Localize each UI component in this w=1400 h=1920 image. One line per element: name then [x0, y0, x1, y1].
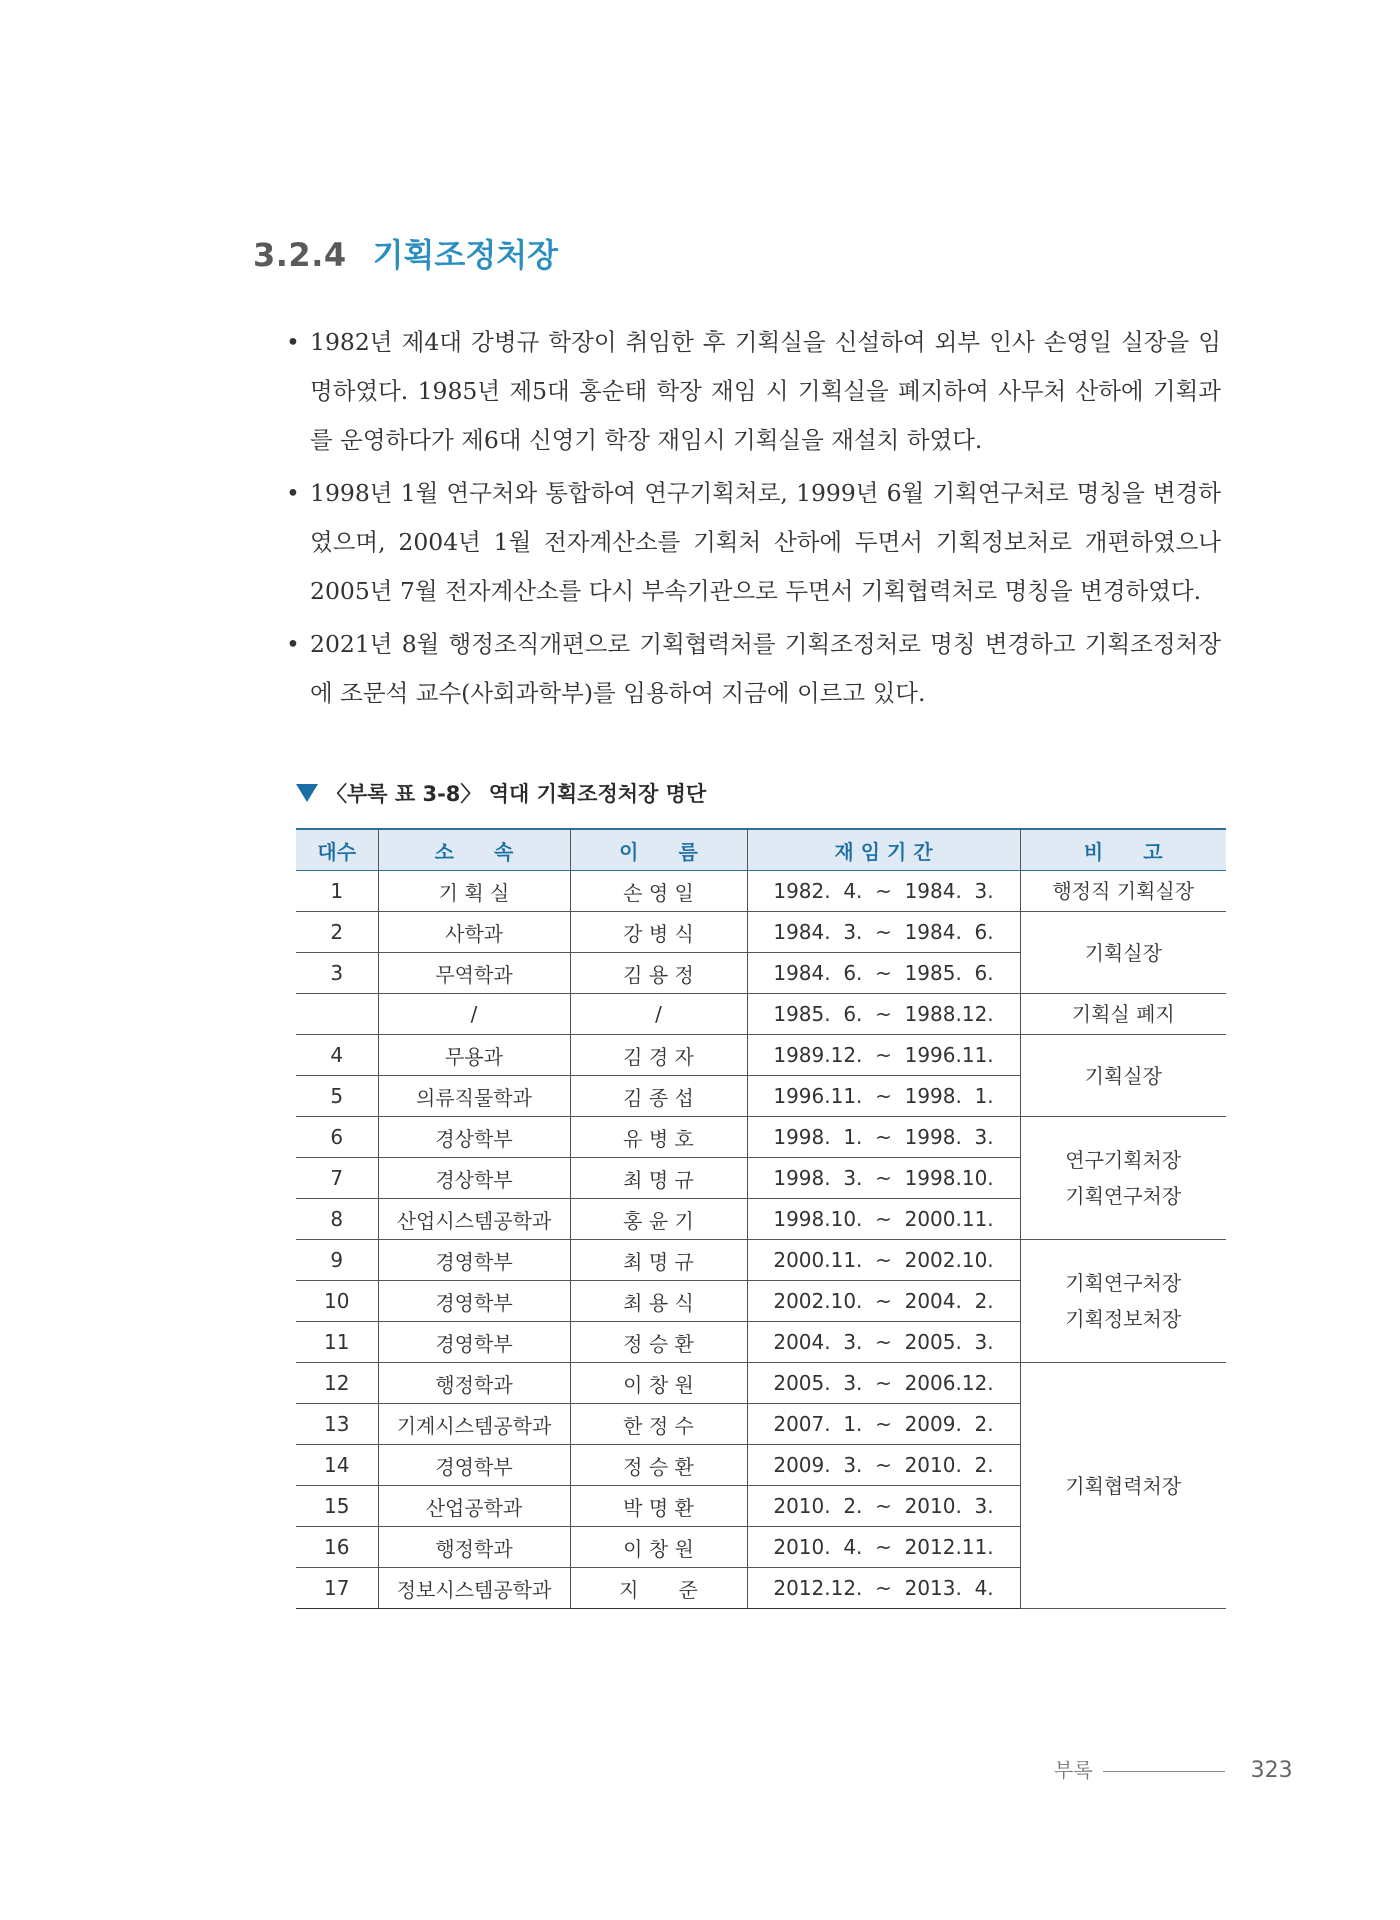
- term-cell: 1982. 4. ~ 1984. 3.: [747, 871, 1020, 912]
- remarks-line: 기획연구처장: [1065, 1184, 1182, 1208]
- table-row: [296, 994, 1226, 1035]
- directors-table: [296, 828, 1226, 1609]
- affiliation-cell: 기 획 실: [378, 871, 570, 912]
- name-cell: 김 용 정: [570, 953, 747, 994]
- term-cell: 1984. 6. ~ 1985. 6.: [747, 953, 1020, 994]
- generation-cell: 7: [296, 1158, 378, 1199]
- header-affiliation: 소 속: [378, 829, 570, 871]
- term-cell: 2010. 2. ~ 2010. 3.: [747, 1486, 1020, 1527]
- bullet-list: [286, 318, 1221, 722]
- affiliation-cell: 경상학부: [378, 1117, 570, 1158]
- affiliation-cell: 무역학과: [378, 953, 570, 994]
- name-cell: 손 영 일: [570, 871, 747, 912]
- affiliation-cell: 경영학부: [378, 1281, 570, 1322]
- remarks-cell: [1020, 912, 1226, 994]
- term-cell: 1998. 3. ~ 1998.10.: [747, 1158, 1020, 1199]
- remarks-cell: [1020, 871, 1226, 912]
- affiliation-cell: 산업시스템공학과: [378, 1199, 570, 1240]
- term-cell: 1989.12. ~ 1996.11.: [747, 1035, 1020, 1076]
- footer-rule: [1103, 1771, 1225, 1772]
- term-cell: 2000.11. ~ 2002.10.: [747, 1240, 1020, 1281]
- remarks-cell: [1020, 1240, 1226, 1363]
- term-cell: 2009. 3. ~ 2010. 2.: [747, 1445, 1020, 1486]
- name-cell: 정 승 환: [570, 1322, 747, 1363]
- affiliation-cell: 의류직물학과: [378, 1076, 570, 1117]
- section-number: 3.2.4: [253, 236, 347, 274]
- footer-label: 부록: [1054, 1758, 1093, 1782]
- remarks-cell: [1020, 1363, 1226, 1609]
- affiliation-cell: 행정학과: [378, 1363, 570, 1404]
- name-cell: 김 종 섭: [570, 1076, 747, 1117]
- name-cell: 박 명 환: [570, 1486, 747, 1527]
- remarks-line: 행정직 기획실장: [1052, 879, 1195, 903]
- affiliation-cell: 행정학과: [378, 1527, 570, 1568]
- page-number: 323: [1250, 1758, 1293, 1783]
- term-cell: 1998. 1. ~ 1998. 3.: [747, 1117, 1020, 1158]
- remarks-line: 기획실장: [1084, 1063, 1162, 1088]
- remarks-line: 기획실 폐지: [1071, 1002, 1175, 1026]
- bullet-paragraph: • 1982년 제4대 강병규 학장이 취임한 후 기획실을 신설하여 외부 인사 손영일 실장을 임명하였다. 1985년 제5대 홍순태 학장 재임 시 기획실을 폐지하여 사무처 산하에 기획과를 운영하다가 제6대 신영기 학장 재임시 기획실을 재설치 하였다.: [286, 318, 1221, 465]
- generation-cell: 4: [296, 1035, 378, 1076]
- remarks-line: 기획협력처장: [1065, 1473, 1182, 1498]
- header-remarks: 비 고: [1020, 829, 1226, 871]
- term-cell: 1984. 3. ~ 1984. 6.: [747, 912, 1020, 953]
- term-cell: 1998.10. ~ 2000.11.: [747, 1199, 1020, 1240]
- generation-cell: 2: [296, 912, 378, 953]
- header-term: 재 임 기 간: [747, 829, 1020, 871]
- term-cell: 2010. 4. ~ 2012.11.: [747, 1527, 1020, 1568]
- generation-cell: 12: [296, 1363, 378, 1404]
- generation-cell: [296, 994, 378, 1035]
- name-cell: 최 명 규: [570, 1240, 747, 1281]
- name-cell: 최 용 식: [570, 1281, 747, 1322]
- generation-cell: 6: [296, 1117, 378, 1158]
- remarks-cell: [1020, 1117, 1226, 1240]
- affiliation-cell: 사학과: [378, 912, 570, 953]
- section-heading: [253, 230, 558, 276]
- generation-cell: 15: [296, 1486, 378, 1527]
- generation-cell: 11: [296, 1322, 378, 1363]
- generation-cell: 5: [296, 1076, 378, 1117]
- affiliation-cell: 정보시스템공학과: [378, 1568, 570, 1609]
- header-name: 이 름: [570, 829, 747, 871]
- term-cell: 2004. 3. ~ 2005. 3.: [747, 1322, 1020, 1363]
- name-cell: 김 경 자: [570, 1035, 747, 1076]
- name-cell: 정 승 환: [570, 1445, 747, 1486]
- remarks-line: 기획정보처장: [1065, 1307, 1182, 1331]
- term-cell: 1985. 6. ~ 1988.12.: [747, 994, 1020, 1035]
- term-cell: 2012.12. ~ 2013. 4.: [747, 1568, 1020, 1609]
- name-cell: 최 명 규: [570, 1158, 747, 1199]
- table-body: [296, 871, 1226, 1609]
- generation-cell: 8: [296, 1199, 378, 1240]
- affiliation-cell: 경영학부: [378, 1322, 570, 1363]
- affiliation-cell: 경상학부: [378, 1158, 570, 1199]
- section-title: 기획조정처장: [372, 236, 559, 274]
- page-footer: [1054, 1754, 1293, 1783]
- name-cell: 홍 윤 기: [570, 1199, 747, 1240]
- name-cell: 유 병 호: [570, 1117, 747, 1158]
- term-cell: 1996.11. ~ 1998. 1.: [747, 1076, 1020, 1117]
- table-caption: [296, 778, 706, 808]
- name-cell: 이 창 원: [570, 1527, 747, 1568]
- table-header-row: [296, 829, 1226, 871]
- header-generation: 대수: [296, 829, 378, 871]
- table-row: [296, 871, 1226, 912]
- term-cell: 2005. 3. ~ 2006.12.: [747, 1363, 1020, 1404]
- remarks-cell: [1020, 994, 1226, 1035]
- generation-cell: 16: [296, 1527, 378, 1568]
- term-cell: 2007. 1. ~ 2009. 2.: [747, 1404, 1020, 1445]
- remarks-line: 기획연구처장: [1065, 1271, 1182, 1295]
- name-cell: 강 병 식: [570, 912, 747, 953]
- triangle-down-icon: [296, 784, 318, 802]
- generation-cell: 17: [296, 1568, 378, 1609]
- generation-cell: 13: [296, 1404, 378, 1445]
- generation-cell: 9: [296, 1240, 378, 1281]
- name-cell: /: [570, 994, 747, 1035]
- table-row: [296, 1117, 1226, 1158]
- bullet-paragraph: • 2021년 8월 행정조직개편으로 기획협력처를 기획조정처로 명칭 변경하고 기획조정처장에 조문석 교수(사회과학부)를 임용하여 지금에 이르고 있다.: [286, 620, 1221, 718]
- affiliation-cell: 기계시스템공학과: [378, 1404, 570, 1445]
- generation-cell: 3: [296, 953, 378, 994]
- table-row: [296, 1363, 1226, 1404]
- name-cell: 한 정 수: [570, 1404, 747, 1445]
- table-row: [296, 912, 1226, 953]
- name-cell: 이 창 원: [570, 1363, 747, 1404]
- affiliation-cell: /: [378, 994, 570, 1035]
- table-caption-text: 〈부록 표 3-8〉 역대 기획조정처장 명단: [326, 782, 707, 806]
- affiliation-cell: 경영학부: [378, 1445, 570, 1486]
- remarks-cell: [1020, 1035, 1226, 1117]
- remarks-line: 기획실장: [1084, 940, 1162, 965]
- remarks-line: 연구기획처장: [1065, 1148, 1182, 1172]
- term-cell: 2002.10. ~ 2004. 2.: [747, 1281, 1020, 1322]
- affiliation-cell: 경영학부: [378, 1240, 570, 1281]
- bullet-paragraph: • 1998년 1월 연구처와 통합하여 연구기획처로, 1999년 6월 기획연구처로 명칭을 변경하였으며, 2004년 1월 전자계산소를 기획처 산하에 두면서 기획정보처로 개편하였으나 2005년 7월 전자계산소를 다시 부속기관으로 두면서 기획협력처로 명칭을 변경하였다.: [286, 469, 1221, 616]
- affiliation-cell: 무용과: [378, 1035, 570, 1076]
- name-cell: 지 준: [570, 1568, 747, 1609]
- affiliation-cell: 산업공학과: [378, 1486, 570, 1527]
- generation-cell: 1: [296, 871, 378, 912]
- table-row: [296, 1240, 1226, 1281]
- generation-cell: 10: [296, 1281, 378, 1322]
- generation-cell: 14: [296, 1445, 378, 1486]
- table-row: [296, 1035, 1226, 1076]
